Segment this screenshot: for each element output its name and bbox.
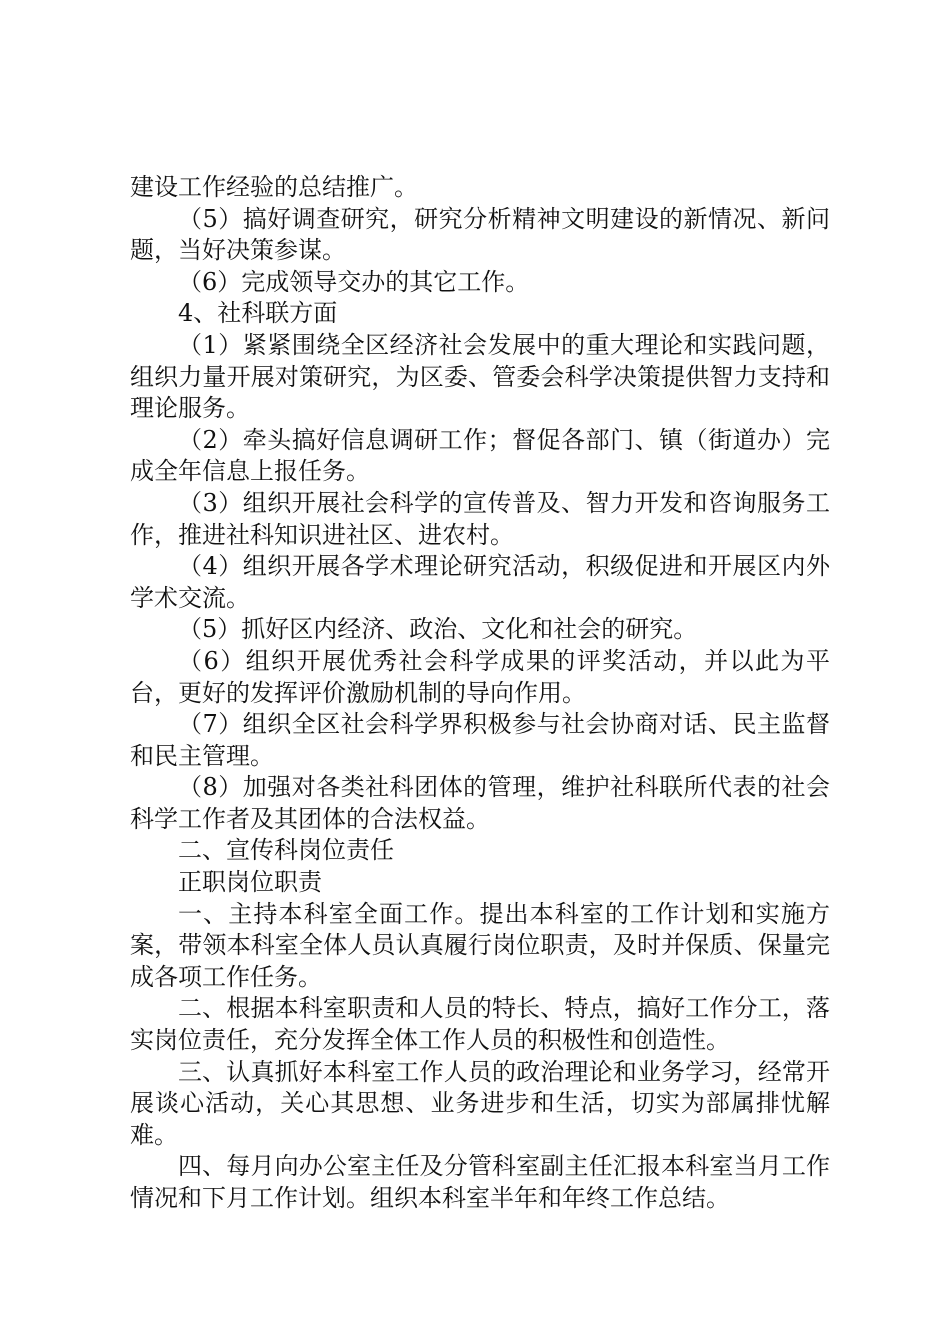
- paragraph: 一、主持本科室全面工作。提出本科室的工作计划和实施方案，带领本科室全体人员认真履行岗位职责，及时并保质、保量完成各项工作任务。: [130, 899, 830, 991]
- paragraph: （6）组织开展优秀社会科学成果的评奖活动，并以此为平台，更好的发挥评价激励机制的导向作用。: [130, 646, 830, 707]
- section-heading: 二、宣传科岗位责任: [178, 836, 394, 865]
- paragraph: 二、根据本科室职责和人员的特长、特点，搞好工作分工，落实岗位责任，充分发挥全体工作人员的积极性和创造性。: [130, 994, 830, 1055]
- paragraph: （4）组织开展各学术理论研究活动，积级促进和开展区内外学术交流。: [130, 552, 830, 612]
- paragraph: （3）组织开展社会科学的宣传普及、智力开发和咨询服务工作，推进社科知识进社区、进农村。: [130, 488, 830, 549]
- subsection-heading: 正职岗位职责: [178, 868, 322, 897]
- paragraph: （5）搞好调查研究，研究分析精神文明建设的新情况、新问题，当好决策参谋。: [130, 204, 830, 265]
- paragraph: （8）加强对各类社科团体的管理，维护社科联所代表的社会科学工作者及其团体的合法权益。: [130, 773, 830, 833]
- paragraph: （2）牵头搞好信息调研工作；督促各部门、镇（街道办）完成全年信息上报任务。: [130, 425, 830, 486]
- paragraph: （5）抓好区内经济、政治、文化和社会的研究。: [178, 615, 698, 644]
- paragraph: （1）紧紧围绕全区经济社会发展中的重大理论和实践问题，组织力量开展对策研究，为区委、管委会科学决策提供智力支持和理论服务。: [130, 330, 830, 423]
- paragraph: （7）组织全区社会科学界积极参与社会协商对话、民主监督和民主管理。: [130, 710, 830, 770]
- document-body: [130, 172, 830, 1215]
- paragraph: 四、每月向办公室主任及分管科室副主任汇报本科室当月工作情况和下月工作计划。组织本科室半年和年终工作总结。: [130, 1152, 830, 1212]
- paragraph: 三、认真抓好本科室工作人员的政治理论和业务学习，经常开展谈心活动，关心其思想、业务进步和生活，切实为部属排忧解难。: [130, 1057, 830, 1149]
- paragraph: （6）完成领导交办的其它工作。: [178, 267, 530, 296]
- section-heading: 4、社科联方面: [178, 299, 338, 328]
- paragraph: 建设工作经验的总结推广。: [130, 173, 418, 201]
